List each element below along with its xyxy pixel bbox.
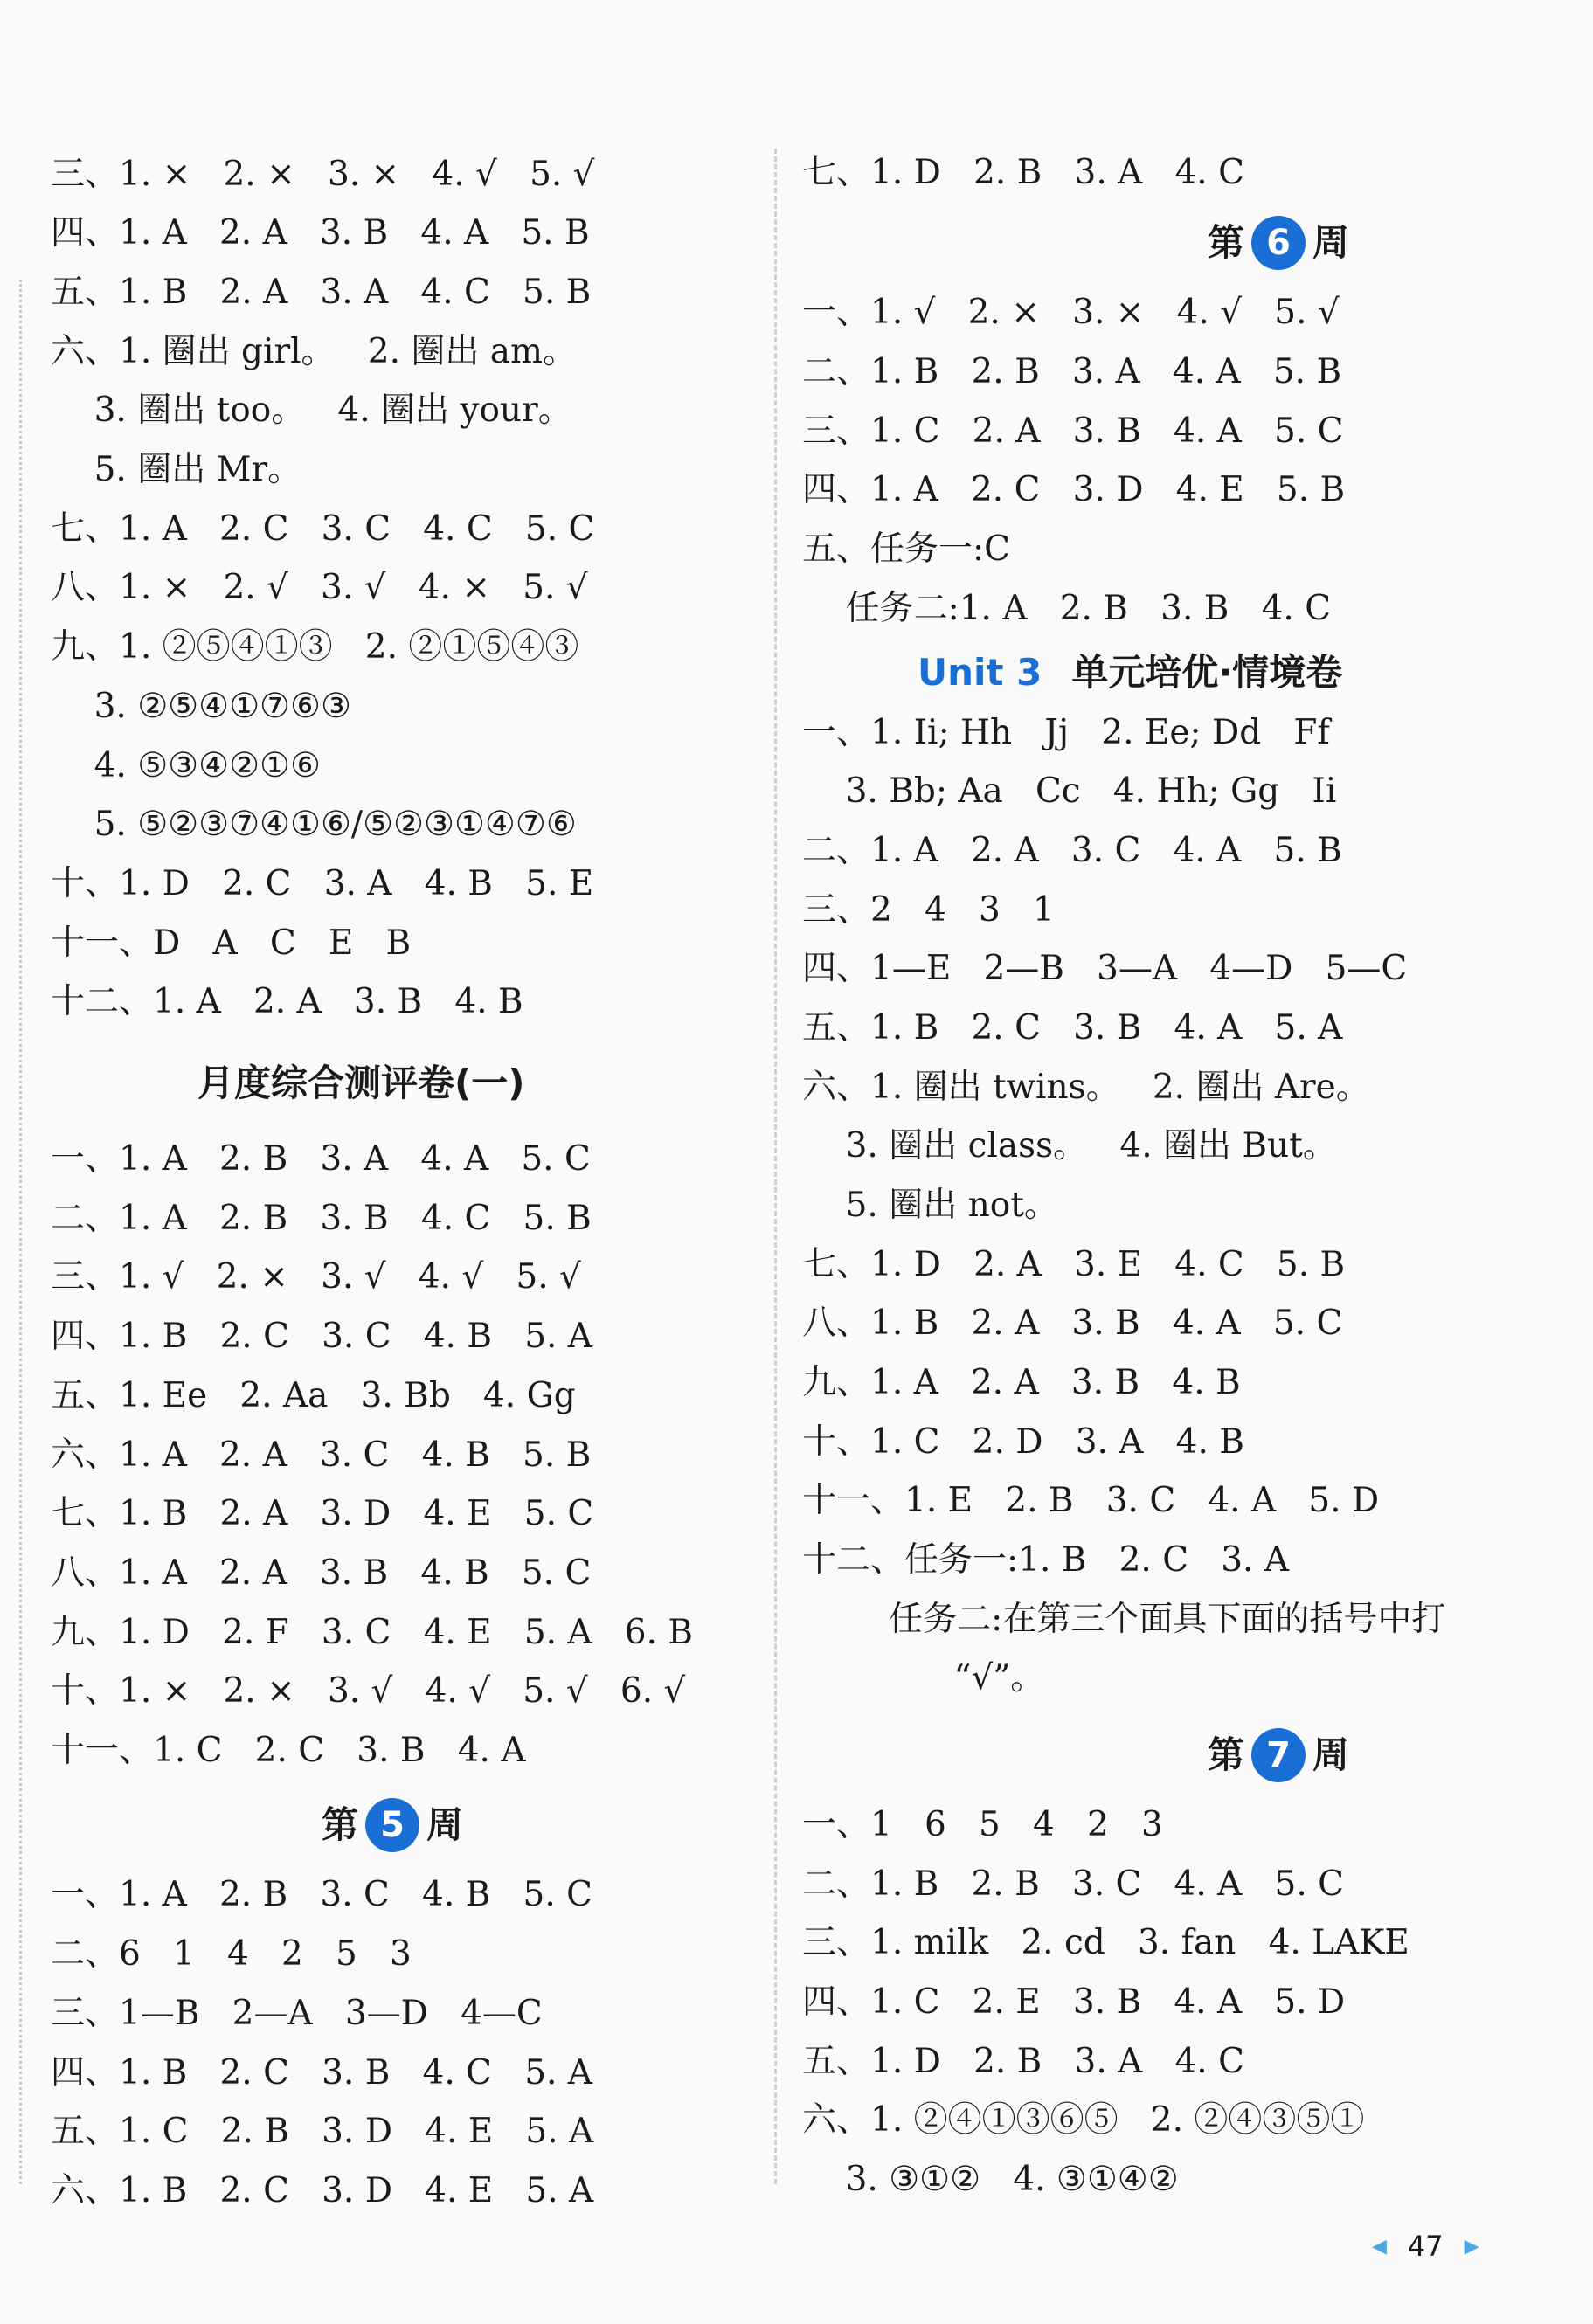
week-number-badge: 7: [1251, 1728, 1306, 1782]
answer-line: 三、1. milk 2. cd 3. fan 4. LAKE: [802, 1923, 1409, 1962]
answer-line: 五、1. B 2. C 3. B 4. A 5. A: [802, 1008, 1343, 1048]
answer-line: 十一、1. E 2. B 3. C 4. A 5. D: [802, 1481, 1380, 1520]
unit-label: Unit 3: [918, 651, 1042, 694]
answer-line: 三、1. × 2. × 3. × 4. √ 5. √: [51, 155, 595, 194]
unit-title: 单元培优·情境卷: [1071, 651, 1343, 694]
answer-line: 二、1. A 2. A 3. C 4. A 5. B: [802, 831, 1342, 870]
answer-line: 五、任务一:C: [802, 529, 1010, 569]
answer-line: 二、1. B 2. B 3. A 4. A 5. B: [802, 352, 1342, 391]
answer-line: 四、1. B 2. C 3. C 4. B 5. A: [51, 1317, 592, 1356]
answer-line: 一、1. A 2. B 3. A 4. A 5. C: [51, 1139, 591, 1179]
answer-line: 3. 圈出 too。 4. 圈出 your。: [51, 391, 572, 430]
answer-line: 五、1. D 2. B 3. A 4. C: [802, 2042, 1244, 2081]
section-title: 月度综合测评卷(一): [197, 1062, 525, 1104]
answer-line: 六、1. B 2. C 3. D 4. E 5. A: [51, 2171, 594, 2210]
answer-line: 四、1. C 2. E 3. B 4. A 5. D: [802, 1982, 1346, 2022]
week-heading: [322, 1798, 463, 1852]
answer-line: 一、1. A 2. B 3. C 4. B 5. C: [51, 1875, 592, 1914]
answer-line: 十、1. D 2. C 3. A 4. B 5. E: [51, 864, 594, 903]
answer-line: 十二、任务一:1. B 2. C 3. A: [802, 1540, 1290, 1580]
week-suffix: 周: [426, 1803, 464, 1846]
answer-line: 一、1. √ 2. × 3. × 4. √ 5. √: [802, 293, 1340, 332]
answer-line: 3. Bb; Aa Cc 4. Hh; Gg Ii: [802, 771, 1337, 811]
answer-line: 3. ③①② 4. ③①④②: [802, 2160, 1179, 2199]
left-margin-dotted-line: [19, 280, 22, 2184]
answer-line: 十一、1. C 2. C 3. B 4. A: [51, 1731, 526, 1770]
week-heading: [1208, 1728, 1349, 1782]
triangle-right-icon[interactable]: ▶: [1464, 2235, 1479, 2258]
answer-line: 3. ②⑤④①⑦⑥③: [51, 687, 351, 726]
answer-line: 十一、D A C E B: [51, 923, 412, 963]
page-number: 47: [1407, 2230, 1444, 2263]
answer-line: 七、1. B 2. A 3. D 4. E 5. C: [51, 1494, 594, 1533]
answer-line: 五、1. B 2. A 3. A 4. C 5. B: [51, 273, 592, 312]
answer-line: 五、1. Ee 2. Aa 3. Bb 4. Gg: [51, 1376, 576, 1415]
answer-line: 一、1 6 5 4 2 3: [802, 1805, 1163, 1844]
answer-line: 八、1. B 2. A 3. B 4. A 5. C: [802, 1304, 1343, 1343]
answer-line: 八、1. × 2. √ 3. √ 4. × 5. √: [51, 568, 588, 607]
answer-line: 四、1. A 2. A 3. B 4. A 5. B: [51, 213, 590, 252]
answer-line: 任务二:在第三个面具下面的括号中打: [802, 1600, 1446, 1639]
week-suffix: 周: [1312, 1733, 1350, 1776]
page-navigation: [1372, 2230, 1479, 2263]
answer-line: 六、1. A 2. A 3. C 4. B 5. B: [51, 1435, 592, 1475]
week-suffix: 周: [1312, 221, 1350, 264]
answer-line: 三、1. √ 2. × 3. √ 4. √ 5. √: [51, 1257, 581, 1297]
answer-line: 二、1. B 2. B 3. C 4. A 5. C: [802, 1864, 1344, 1904]
answer-line: 十、1. × 2. × 3. √ 4. √ 5. √ 6. √: [51, 1671, 686, 1711]
answer-line: 六、1. 圈出 girl。 2. 圈出 am。: [51, 332, 577, 371]
answer-line: “√”。: [802, 1658, 1045, 1698]
answer-line: 5. 圈出 Mr。: [51, 450, 302, 489]
answer-line: 四、1. B 2. C 3. B 4. C 5. A: [51, 2053, 592, 2092]
answer-line: 三、1—B 2—A 3—D 4—C: [51, 1994, 543, 2033]
answer-line: 九、1. ②⑤④①③ 2. ②①⑤④③: [51, 627, 579, 667]
answer-line: 十、1. C 2. D 3. A 4. B: [802, 1422, 1244, 1462]
unit-heading: [918, 648, 1342, 697]
week-prefix: 第: [1208, 1733, 1245, 1776]
answer-line: 二、6 1 4 2 5 3: [51, 1934, 412, 1974]
answer-line: 十二、1. A 2. A 3. B 4. B: [51, 982, 523, 1021]
answer-line: 5. ⑤②③⑦④①⑥/⑤②③①④⑦⑥: [51, 805, 577, 844]
answer-line: 六、1. 圈出 twins。 2. 圈出 Are。: [802, 1068, 1370, 1107]
answer-line: 5. 圈出 not。: [802, 1186, 1058, 1225]
answer-line: 三、1. C 2. A 3. B 4. A 5. C: [802, 412, 1344, 451]
answer-line: 四、1—E 2—B 3—A 4—D 5—C: [802, 949, 1408, 988]
triangle-left-icon[interactable]: ◀: [1372, 2235, 1387, 2258]
answer-line: 一、1. Ii; Hh Jj 2. Ee; Dd Ff: [802, 713, 1330, 752]
answer-line: 五、1. C 2. B 3. D 4. E 5. A: [51, 2112, 594, 2151]
answer-line: 四、1. A 2. C 3. D 4. E 5. B: [802, 470, 1346, 509]
answer-line: 3. 圈出 class。 4. 圈出 But。: [802, 1126, 1337, 1165]
answer-line: 七、1. D 2. B 3. A 4. C: [802, 153, 1244, 192]
week-number-badge: 6: [1251, 216, 1306, 270]
answer-line: 任务二:1. A 2. B 3. B 4. C: [802, 589, 1332, 628]
answer-line: 七、1. A 2. C 3. C 4. C 5. C: [51, 509, 595, 549]
answer-line: 4. ⑤③④②①⑥: [51, 746, 321, 785]
answer-line: 六、1. ②④①③⑥⑤ 2. ②④③⑤①: [802, 2100, 1365, 2140]
week-number-badge: 5: [365, 1798, 419, 1852]
answer-line: 三、2 4 3 1: [802, 890, 1055, 930]
week-prefix: 第: [1208, 221, 1245, 264]
answer-line: 九、1. A 2. A 3. B 4. B: [802, 1363, 1241, 1402]
answer-line: 八、1. A 2. A 3. B 4. B 5. C: [51, 1553, 592, 1593]
answer-line: 七、1. D 2. A 3. E 4. C 5. B: [802, 1245, 1346, 1284]
answer-line: 二、1. A 2. B 3. B 4. C 5. B: [51, 1199, 592, 1238]
column-divider: [774, 149, 777, 2184]
week-heading: [1208, 216, 1349, 270]
answer-line: 九、1. D 2. F 3. C 4. E 5. A 6. B: [51, 1613, 694, 1652]
week-prefix: 第: [322, 1803, 359, 1846]
